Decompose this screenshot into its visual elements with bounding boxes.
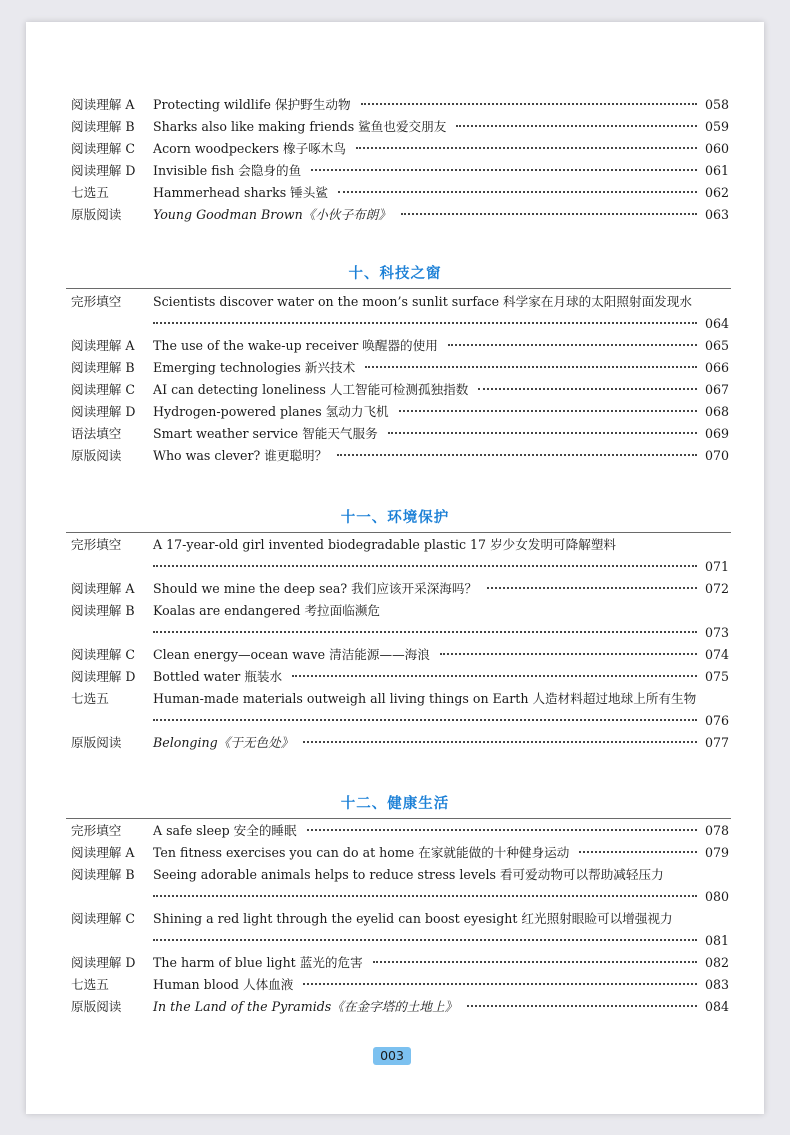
entry-label: 七选五 — [71, 691, 109, 706]
entry-page: 068 — [704, 404, 729, 419]
entry-title: Belonging《于无色处》 — [153, 735, 294, 750]
entry-title: Shining a red light through the eyelid can boost eyesight 红光照射眼睑可以增强视力 — [153, 911, 673, 926]
entry-title: Emerging technologies 新兴技术 — [153, 360, 356, 375]
entry-page: 084 — [704, 999, 729, 1014]
toc-entry-continuation — [71, 886, 729, 908]
leader-dots — [579, 851, 697, 853]
entry-page: 072 — [704, 581, 729, 596]
toc-entry[interactable] — [71, 952, 729, 974]
toc-entry[interactable] — [71, 291, 729, 313]
toc-block-section-10 — [71, 291, 729, 467]
leader-dots — [153, 631, 697, 633]
leader-dots — [361, 103, 697, 105]
leader-dots — [338, 191, 697, 193]
entry-page: 073 — [704, 625, 729, 640]
entry-label: 完形填空 — [71, 823, 122, 838]
leader-dots — [401, 213, 697, 215]
entry-title: In the Land of the Pyramids《在金字塔的土地上》 — [153, 999, 458, 1014]
table-of-contents — [26, 22, 764, 1114]
leader-dots — [388, 432, 697, 434]
entry-label: 阅读理解 B — [71, 119, 135, 134]
toc-entry-continuation — [71, 710, 729, 732]
entry-page: 075 — [704, 669, 729, 684]
entry-title: Smart weather service 智能天气服务 — [153, 426, 378, 441]
entry-title: Human-made materials outweigh all living things on Earth 人造材料超过地球上所有生物 — [153, 691, 697, 706]
leader-dots — [448, 344, 697, 346]
entry-page: 080 — [704, 889, 729, 904]
toc-entry[interactable] — [71, 160, 729, 182]
toc-entry[interactable] — [71, 534, 729, 556]
entry-page: 078 — [704, 823, 729, 838]
entry-page: 059 — [704, 119, 729, 134]
entry-title: Protecting wildlife 保护野生动物 — [153, 97, 351, 112]
entry-page: 062 — [704, 185, 729, 200]
entry-label: 完形填空 — [71, 294, 122, 309]
entry-title: Young Goodman Brown《小伙子布朗》 — [153, 207, 391, 222]
toc-entry[interactable] — [71, 357, 729, 379]
entry-label: 阅读理解 C — [71, 382, 136, 397]
toc-entry-continuation — [71, 930, 729, 952]
entry-title: Hydrogen-powered planes 氢动力飞机 — [153, 404, 389, 419]
leader-dots — [307, 829, 697, 831]
toc-entry[interactable] — [71, 182, 729, 204]
entry-label: 七选五 — [71, 977, 109, 992]
entry-label: 原版阅读 — [71, 999, 122, 1014]
entry-page: 081 — [704, 933, 729, 948]
entry-label: 阅读理解 A — [71, 338, 135, 353]
section-rule — [66, 818, 731, 819]
toc-entry[interactable] — [71, 204, 729, 226]
entry-title: The harm of blue light 蓝光的危害 — [153, 955, 363, 970]
entry-label: 阅读理解 D — [71, 404, 136, 419]
section-heading: 十、科技之窗 — [348, 266, 442, 282]
toc-block-section-12 — [71, 820, 729, 1018]
entry-title: Hammerhead sharks 锤头鲨 — [153, 185, 328, 200]
entry-label: 阅读理解 A — [71, 97, 135, 112]
entry-label: 阅读理解 C — [71, 911, 136, 926]
leader-dots — [153, 322, 697, 324]
leader-dots — [487, 587, 697, 589]
toc-entry[interactable] — [71, 864, 729, 886]
entry-page: 071 — [704, 559, 729, 574]
entry-title: A 17-year-old girl invented biodegradable plastic 17 岁少女发明可降解塑料 — [153, 537, 617, 552]
section-heading: 十一、环境保护 — [340, 510, 450, 526]
toc-entry[interactable] — [71, 688, 729, 710]
entry-label: 语法填空 — [71, 426, 122, 441]
entry-label: 阅读理解 D — [71, 163, 136, 178]
toc-block-section-11 — [71, 534, 729, 754]
toc-entry[interactable] — [71, 974, 729, 996]
entry-label: 阅读理解 A — [71, 581, 135, 596]
toc-entry[interactable] — [71, 335, 729, 357]
leader-dots — [440, 653, 697, 655]
entry-page: 069 — [704, 426, 729, 441]
toc-entry[interactable] — [71, 600, 729, 622]
toc-entry[interactable] — [71, 732, 729, 754]
toc-entry[interactable] — [71, 423, 729, 445]
toc-entry[interactable] — [71, 401, 729, 423]
entry-page: 060 — [704, 141, 729, 156]
entry-page: 070 — [704, 448, 729, 463]
entry-label: 阅读理解 B — [71, 867, 135, 882]
entry-page: 065 — [704, 338, 729, 353]
leader-dots — [153, 565, 697, 567]
entry-title: A safe sleep 安全的睡眠 — [153, 823, 297, 838]
entry-title: Who was clever? 谁更聪明？ — [153, 448, 328, 463]
leader-dots — [153, 895, 697, 897]
toc-entry[interactable] — [71, 116, 729, 138]
entry-page: 061 — [704, 163, 729, 178]
toc-entry[interactable] — [71, 578, 729, 600]
toc-entry-continuation — [71, 622, 729, 644]
toc-entry[interactable] — [71, 94, 729, 116]
leader-dots — [311, 169, 697, 171]
entry-title: Clean energy—ocean wave 清洁能源——海浪 — [153, 647, 430, 662]
entry-page: 076 — [704, 713, 729, 728]
entry-page: 064 — [704, 316, 729, 331]
section-rule — [66, 288, 731, 289]
toc-entry[interactable] — [71, 842, 729, 864]
section-heading: 十二、健康生活 — [340, 796, 450, 812]
entry-title: Sharks also like making friends 鲨鱼也爱交朋友 — [153, 119, 447, 134]
toc-entry-continuation — [71, 556, 729, 578]
section-rule — [66, 532, 731, 533]
entry-page: 083 — [704, 977, 729, 992]
entry-page: 058 — [704, 97, 729, 112]
entry-page: 079 — [704, 845, 729, 860]
entry-page: 066 — [704, 360, 729, 375]
page-number-badge: 003 — [373, 1047, 411, 1065]
entry-label: 七选五 — [71, 185, 109, 200]
toc-entry[interactable] — [71, 445, 729, 467]
entry-title: Invisible fish 会隐身的鱼 — [153, 163, 302, 178]
entry-title: Bottled water 瓶装水 — [153, 669, 283, 684]
entry-title: Human blood 人体血液 — [153, 977, 294, 992]
leader-dots — [153, 719, 697, 721]
leader-dots — [365, 366, 697, 368]
leader-dots — [467, 1005, 697, 1007]
toc-entry[interactable] — [71, 820, 729, 842]
toc-entry[interactable] — [71, 644, 729, 666]
entry-title: Acorn woodpeckers 橡子啄木鸟 — [153, 141, 346, 156]
entry-page: 082 — [704, 955, 729, 970]
entry-label: 阅读理解 D — [71, 669, 136, 684]
entry-title: Should we mine the deep sea? 我们应该开采深海吗？ — [153, 581, 478, 596]
entry-title: AI can detecting loneliness 人工智能可检测孤独指数 — [153, 382, 469, 397]
leader-dots — [303, 983, 697, 985]
leader-dots — [292, 675, 697, 677]
leader-dots — [399, 410, 697, 412]
entry-label: 原版阅读 — [71, 448, 122, 463]
toc-entry[interactable] — [71, 379, 729, 401]
entry-label: 阅读理解 C — [71, 647, 136, 662]
toc-block-previous-section — [71, 94, 729, 226]
entry-label: 阅读理解 A — [71, 845, 135, 860]
entry-title: Ten fitness exercises you can do at home 在家就能做的十种健身运动 — [153, 845, 570, 860]
entry-title: The use of the wake-up receiver 唤醒器的使用 — [153, 338, 438, 353]
leader-dots — [303, 741, 697, 743]
entry-page: 077 — [704, 735, 729, 750]
entry-page: 074 — [704, 647, 729, 662]
entry-label: 阅读理解 C — [71, 141, 136, 156]
entry-page: 067 — [704, 382, 729, 397]
entry-label: 阅读理解 B — [71, 603, 135, 618]
leader-dots — [153, 939, 697, 941]
leader-dots — [456, 125, 697, 127]
leader-dots — [373, 961, 697, 963]
leader-dots — [478, 388, 697, 390]
leader-dots — [356, 147, 697, 149]
toc-entry[interactable] — [71, 908, 729, 930]
entry-label: 完形填空 — [71, 537, 122, 552]
toc-entry[interactable] — [71, 666, 729, 688]
entry-page: 063 — [704, 207, 729, 222]
entry-title: Scientists discover water on the moon’s sunlit surface 科学家在月球的太阳照射面发现水 — [153, 294, 692, 309]
entry-title: Koalas are endangered 考拉面临濒危 — [153, 603, 381, 618]
entry-label: 阅读理解 D — [71, 955, 136, 970]
leader-dots — [337, 454, 697, 456]
entry-label: 阅读理解 B — [71, 360, 135, 375]
entry-title: Seeing adorable animals helps to reduce stress levels 看可爱动物可以帮助减轻压力 — [153, 867, 664, 882]
entry-label: 原版阅读 — [71, 207, 122, 222]
entry-label: 原版阅读 — [71, 735, 122, 750]
toc-entry[interactable] — [71, 996, 729, 1018]
book-page — [26, 22, 764, 1114]
toc-entry[interactable] — [71, 138, 729, 160]
toc-entry-continuation — [71, 313, 729, 335]
